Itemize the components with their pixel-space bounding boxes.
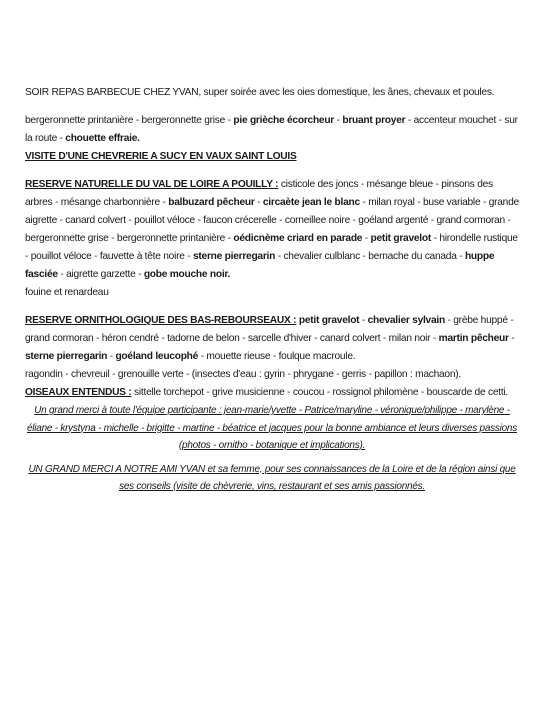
document-body: [25, 84, 519, 496]
mammals-paragraph: fouine et renardeau: [25, 287, 109, 298]
thanks-yvan-paragraph: UN GRAND MERCI A NOTRE AMI YVAN et sa femme, pour ses connaissances de la Loire et de la région ainsi que ses conseils (visite de chèvrerie, vins, restaurant et ses amis passionnés.: [28, 463, 516, 492]
list-separator: -: [25, 251, 31, 262]
list-separator: -: [414, 197, 424, 208]
list-separator: -: [284, 387, 293, 398]
visite-chevrerie-heading: [25, 148, 519, 166]
species-item: petit gravelot: [298, 315, 360, 326]
species-item: mésange bleue: [366, 179, 433, 190]
species-item: pie grièche écorcheur: [233, 115, 335, 126]
species-item: foulque macroule.: [278, 351, 356, 362]
list-separator: -: [504, 215, 511, 226]
species-item: martin pêcheur: [438, 333, 509, 344]
list-separator: -: [432, 179, 442, 190]
list-separator: -: [480, 197, 489, 208]
species-item: gerris: [341, 369, 366, 380]
list-separator: -: [198, 351, 207, 362]
species-item: bergeronnette grise: [25, 233, 109, 244]
species-item: papillon : machaon).: [374, 369, 461, 380]
list-separator: -: [135, 269, 144, 280]
list-separator: -: [56, 215, 66, 226]
species-item: rossignol philomène: [332, 387, 419, 398]
species-item: bergeronnette grise: [141, 115, 226, 126]
species-item: ragondin: [25, 369, 63, 380]
list-separator: -: [52, 197, 61, 208]
species-item: grenouille verte: [117, 369, 184, 380]
list-separator: -: [508, 333, 515, 344]
list-separator: -: [284, 369, 294, 380]
species-item: sterne pierregarin: [25, 351, 108, 362]
list-separator: -: [203, 387, 213, 398]
section-title: RESERVE ORNITHOLOGIQUE DES BAS-REBOURSEAUX :: [25, 315, 297, 326]
list-separator: -: [359, 251, 369, 262]
species-item: fauvette à tête noire: [99, 251, 185, 262]
list-separator: -: [358, 179, 367, 190]
species-item: chevreuil: [70, 369, 110, 380]
species-item: tadorne de belon: [167, 333, 240, 344]
species-item: milan royal: [368, 197, 415, 208]
species-item: huppe fasciée: [25, 251, 495, 280]
species-item: bouscarde de cetti.: [426, 387, 508, 398]
list-separator: -: [431, 233, 440, 244]
list-separator: -: [444, 315, 454, 326]
list-separator: -: [270, 351, 279, 362]
species-item: pouillot véloce: [30, 251, 92, 262]
species-item: faucon crécerelle: [203, 215, 277, 226]
species-item: phrygane: [293, 369, 334, 380]
species-item: grand cormoran: [436, 215, 505, 226]
reserve-loire-paragraph: [25, 176, 519, 284]
list-separator: -: [194, 215, 204, 226]
species-item: chouette effraie.: [65, 133, 140, 144]
species-item: goéland argenté: [358, 215, 429, 226]
species-item: hirondelle rustique: [439, 233, 518, 244]
species-item: petit gravelot: [370, 233, 431, 244]
species-item: mésange charbonnière: [60, 197, 160, 208]
species-item: coucou: [292, 387, 325, 398]
species-item: balbuzard pêcheur: [168, 197, 255, 208]
section-title: RESERVE NATURELLE DU VAL DE LOIRE A POUILLY :: [25, 179, 279, 190]
species-item: bergeronnette printanière: [116, 233, 226, 244]
list-separator: -: [365, 369, 375, 380]
species-item: canard colvert: [65, 215, 126, 226]
list-separator: -: [275, 251, 284, 262]
birds-loire-list: [25, 179, 519, 280]
species-item: corneillee noire: [284, 215, 350, 226]
species-item: pinsons des arbres: [25, 179, 493, 208]
species-item: gobe mouche noir.: [143, 269, 231, 280]
species-item: buse variable: [423, 197, 481, 208]
list-separator: -: [507, 315, 514, 326]
species-item: grèbe huppé: [453, 315, 508, 326]
list-separator: -: [254, 197, 263, 208]
species-item: mouette rieuse: [206, 351, 271, 362]
section-title: OISEAUX ENTENDUS :: [25, 387, 132, 398]
birds-soir-list: [25, 112, 519, 148]
species-item: bruant proyer: [342, 115, 406, 126]
species-item: circaète jean le blanc: [262, 197, 360, 208]
species-item: canard colvert: [319, 333, 381, 344]
list-separator: -: [405, 115, 414, 126]
list-separator: -: [430, 333, 439, 344]
list-separator: -: [362, 233, 371, 244]
species-item: sterne pierregarin: [192, 251, 276, 262]
list-separator: -: [380, 333, 389, 344]
list-separator: -: [456, 251, 465, 262]
list-separator: -: [428, 215, 437, 226]
list-separator: -: [324, 387, 333, 398]
list-separator: -: [108, 233, 117, 244]
species-item: héron cendré: [101, 333, 159, 344]
list-separator: -: [418, 387, 427, 398]
list-separator: -: [359, 197, 369, 208]
list-separator: -: [109, 369, 118, 380]
list-separator: -: [107, 351, 116, 362]
species-item: accenteur mouchet: [413, 115, 497, 126]
birds-heard-list: [134, 387, 508, 398]
list-separator: -: [225, 115, 234, 126]
species-item: sittelle torchepot: [134, 387, 204, 398]
list-separator: -: [158, 333, 168, 344]
list-separator: -: [225, 233, 234, 244]
list-separator: -: [333, 369, 342, 380]
species-item: milan noir: [388, 333, 431, 344]
species-item: bergeronnette printanière: [25, 115, 134, 126]
list-separator: -: [57, 269, 67, 280]
list-separator: -: [184, 251, 193, 262]
species-item: grive musicienne: [212, 387, 285, 398]
species-item: aigrette garzette: [66, 269, 136, 280]
species-item: oédicnème criard en parade: [233, 233, 363, 244]
intro-paragraph: SOIR REPAS BARBECUE CHEZ YVAN, super soirée avec les oies domestique, les ânes, chevaux et poules.: [25, 87, 495, 98]
heard-paragraph: [25, 384, 519, 402]
list-separator: -: [311, 333, 320, 344]
species-item: bernache du canada: [368, 251, 457, 262]
section-title: VISITE D'UNE CHEVRERIE A SUCY EN VAUX SAINT LOUIS: [25, 151, 297, 162]
list-separator: -: [183, 369, 192, 380]
list-separator: -: [349, 215, 359, 226]
list-separator: -: [239, 333, 248, 344]
list-separator: -: [334, 115, 343, 126]
list-separator: -: [125, 215, 135, 226]
list-separator: -: [62, 369, 71, 380]
species-item: cisticole des joncs: [280, 179, 359, 190]
species-item: grande aigrette: [25, 197, 519, 226]
list-separator: -: [56, 133, 66, 144]
fauna-paragraph: [25, 366, 519, 384]
list-separator: -: [496, 115, 505, 126]
thanks-team-paragraph: Un grand merci à toute l'équipe participante : jean-marie/yvette - Patrice/maryline - véronique/philippe - marylène - éliane - krystyna - michelle - brigitte - martine - béatrice et jacques pour la bonne ambiance et leurs diverses passions (photos - ornitho - botanique et implications).: [27, 405, 517, 451]
list-separator: -: [359, 315, 368, 326]
species-item: grand cormoran: [25, 333, 94, 344]
reserve-bas-paragraph: [25, 312, 519, 366]
species-item: chevalier sylvain: [367, 315, 445, 326]
species-item: sarcelle d'hiver: [247, 333, 312, 344]
species-item: sur la route: [25, 115, 518, 144]
list-separator: -: [276, 215, 285, 226]
list-separator: -: [159, 197, 169, 208]
list-separator: -: [91, 251, 100, 262]
list-separator: -: [133, 115, 142, 126]
list-separator: -: [93, 333, 102, 344]
species-item: goéland leucophé: [115, 351, 199, 362]
species-item: (insectes d'eau : gyrin: [191, 369, 285, 380]
species-item: pouillot véloce: [134, 215, 195, 226]
species-item: chevalier culblanc: [283, 251, 360, 262]
